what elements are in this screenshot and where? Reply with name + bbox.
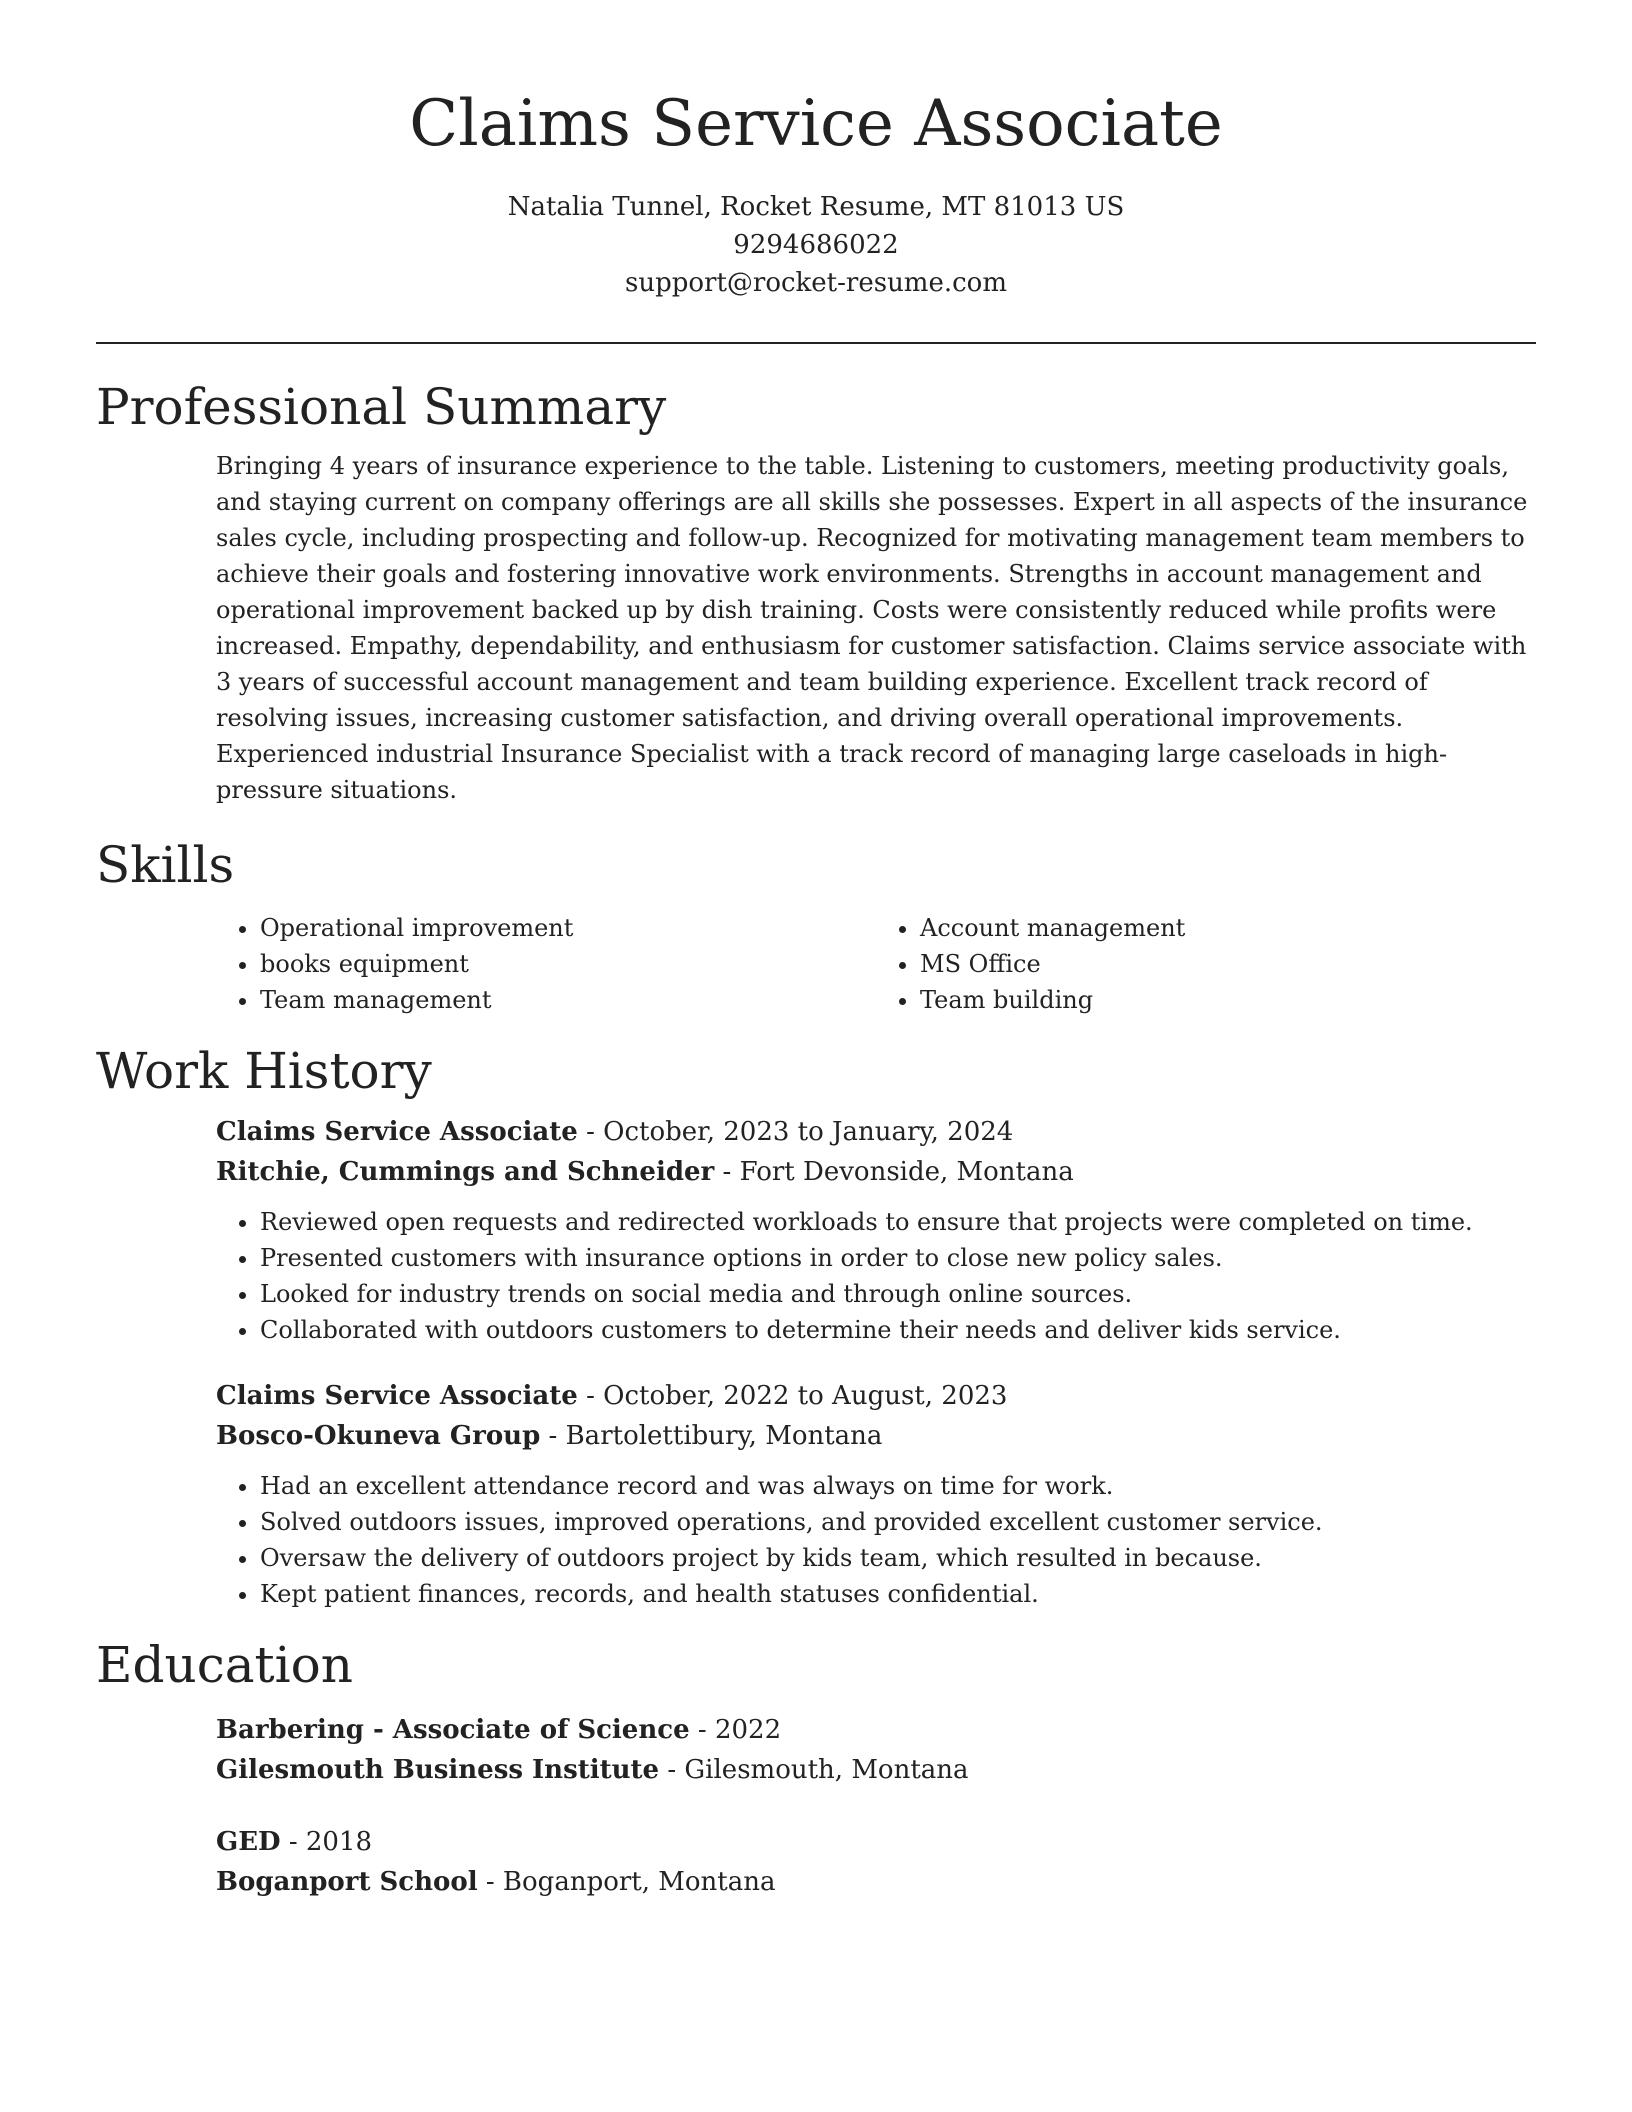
header-divider: [96, 342, 1536, 344]
resume-title: Claims Service Associate: [409, 87, 1223, 161]
skills-column-right: [876, 910, 1536, 1018]
education-location: - Boganport, Montana: [477, 1867, 776, 1897]
summary-heading: Professional Summary: [96, 378, 667, 436]
work-history-body: [216, 1112, 1536, 1612]
education-degree: Barbering - Associate of Science: [216, 1715, 690, 1745]
job-entry: [216, 1112, 1536, 1348]
job-company-line: [216, 1152, 1536, 1192]
education-entry: [216, 1822, 1536, 1902]
education-entry: [216, 1710, 1536, 1790]
contact-phone: 9294686022: [733, 230, 899, 260]
job-bullet: • Had an excellent attendance record and was always on time for work.: [260, 1468, 1536, 1504]
skill-item: • Account management: [920, 910, 1536, 946]
skill-item: • Team management: [260, 982, 876, 1018]
skills-heading: Skills: [96, 836, 235, 894]
education-section: [96, 1634, 1536, 1902]
job-location: - Fort Devonside, Montana: [714, 1157, 1074, 1187]
skills-column-left: [216, 910, 876, 1018]
education-school: Boganport School: [216, 1867, 478, 1897]
job-bullet: • Collaborated with outdoors customers to determine their needs and deliver kids service.: [260, 1312, 1536, 1348]
skill-item: • books equipment: [260, 946, 876, 982]
contact-email: support@rocket-resume.com: [624, 268, 1007, 298]
skills-list: [216, 910, 1536, 1018]
job-dates: - October, 2022 to August, 2023: [577, 1381, 1008, 1411]
job-entry: [216, 1376, 1536, 1612]
job-dates: - October, 2023 to January, 2024: [577, 1117, 1014, 1147]
job-bullets: [216, 1204, 1536, 1348]
skill-item: • MS Office: [920, 946, 1536, 982]
job-bullet: • Reviewed open requests and redirected workloads to ensure that projects were completed on time.: [260, 1204, 1536, 1240]
job-bullet: • Oversaw the delivery of outdoors project by kids team, which resulted in because.: [260, 1540, 1536, 1576]
job-bullet: • Kept patient finances, records, and health statuses confidential.: [260, 1576, 1536, 1612]
education-degree-line: [216, 1822, 1536, 1862]
job-location: - Bartolettibury, Montana: [540, 1421, 883, 1451]
summary-section: [96, 376, 1536, 808]
job-bullet: • Solved outdoors issues, improved operations, and provided excellent customer service.: [260, 1504, 1536, 1540]
skills-section: [96, 834, 1536, 1018]
education-year: - 2022: [689, 1715, 782, 1745]
education-year: - 2018: [280, 1827, 373, 1857]
job-role: Claims Service Associate: [216, 1381, 578, 1411]
education-school-line: [216, 1750, 1536, 1790]
job-company-line: [216, 1416, 1536, 1456]
job-company: Ritchie, Cummings and Schneider: [216, 1157, 715, 1187]
work-history-section: [96, 1040, 1536, 1612]
job-title-line: [216, 1112, 1536, 1152]
education-degree-line: [216, 1710, 1536, 1750]
job-bullet: • Presented customers with insurance options in order to close new policy sales.: [260, 1240, 1536, 1276]
education-location: - Gilesmouth, Montana: [659, 1755, 969, 1785]
summary-text: Bringing 4 years of insurance experience to the table. Listening to customers, meeting productivity goals, and staying current on company offerings are all skills she possesses. Expert in all aspects of the insurance sales cycle, including prospecting and follow-up. Recognized for motivating management team members to achieve their goals and fostering innovative work environments. Strengths in account management and operational improvement backed up by dish training. Costs were consistently reduced while profits were increased. Empathy, dependability, and enthusiasm for customer satisfaction. Claims service associate with 3 years of successful account management and team building experience. Excellent track record of resolving issues, increasing customer satisfaction, and driving overall operational improvements. Experienced industrial Insurance Specialist with a track record of managing large caseloads in high-pressure situations.: [216, 452, 1528, 804]
job-bullets: [216, 1468, 1536, 1612]
education-degree: GED: [216, 1827, 281, 1857]
education-school-line: [216, 1862, 1536, 1902]
resume-header: [96, 0, 1536, 302]
job-role: Claims Service Associate: [216, 1117, 578, 1147]
job-company: Bosco-Okuneva Group: [216, 1421, 541, 1451]
skill-item: • Operational improvement: [260, 910, 876, 946]
education-heading: Education: [96, 1636, 353, 1694]
job-bullet: • Looked for industry trends on social media and through online sources.: [260, 1276, 1536, 1312]
contact-address: Natalia Tunnel, Rocket Resume, MT 81013 US: [507, 192, 1125, 222]
job-title-line: [216, 1376, 1536, 1416]
skill-item: • Team building: [920, 982, 1536, 1018]
contact-info: [96, 188, 1536, 302]
education-school: Gilesmouth Business Institute: [216, 1755, 660, 1785]
work-history-heading: Work History: [96, 1042, 432, 1100]
summary-body: [216, 448, 1536, 808]
education-body: [216, 1710, 1536, 1902]
